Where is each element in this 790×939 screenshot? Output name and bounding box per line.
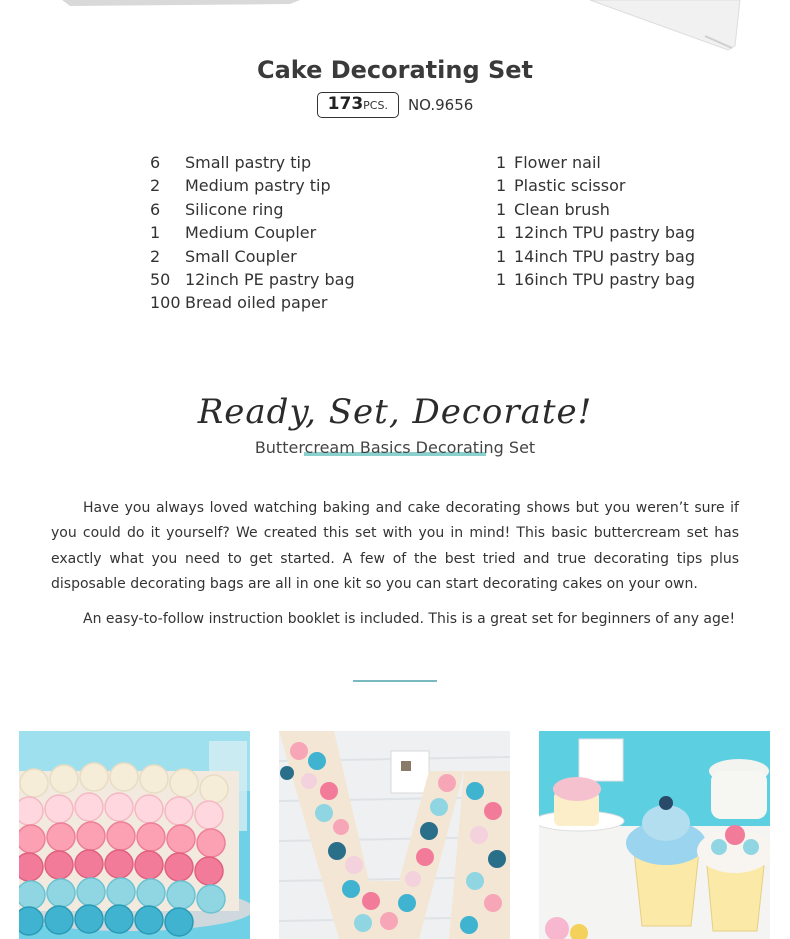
item-qty: 2	[150, 246, 161, 266]
list-item	[150, 245, 355, 268]
description-paragraph: Have you always loved watching baking and cake decorating shows but you weren’t sure if you could do it yourself? We created this set with you in mind! This basic buttercream set has exactly what you need to get started. A few of the best tried and true decorating tips plus disposable decorating bags are all in one kit so you can start decorating cakes on your own.	[51, 500, 739, 592]
piece-count-badge	[317, 92, 399, 118]
list-item	[496, 221, 695, 244]
list-item	[496, 174, 695, 197]
item-qty: 1	[496, 223, 507, 243]
list-item	[496, 245, 695, 268]
item-name: Silicone ring	[185, 199, 284, 219]
item-qty: 1	[496, 176, 507, 196]
booklet-note: An easy-to-follow instruction booklet is included. This is a great set for beginners of any age!	[83, 611, 736, 627]
item-qty: 6	[150, 199, 161, 219]
item-qty: 50	[150, 269, 171, 289]
product-title: Cake Decorating Set	[256, 56, 534, 84]
list-item	[150, 291, 355, 314]
list-item	[150, 198, 355, 221]
item-name: Small pastry tip	[185, 153, 312, 172]
list-item	[496, 198, 695, 221]
item-name: Flower nail	[514, 153, 601, 172]
item-qty: 1	[496, 246, 507, 266]
item-qty: 6	[150, 153, 161, 172]
piece-count-unit: PCS.	[363, 99, 388, 112]
item-name: Medium Coupler	[185, 223, 317, 243]
list-item	[150, 174, 355, 197]
script-heading: Ready, Set, Decorate!	[197, 392, 593, 432]
piece-count: 173	[327, 94, 364, 114]
product-meta	[0, 92, 790, 118]
section-subtitle: Buttercream Basics Decorating Set	[254, 438, 536, 457]
item-qty: 1	[496, 153, 507, 172]
list-item	[496, 151, 695, 174]
item-name: Plastic scissor	[514, 176, 626, 196]
item-qty: 100	[150, 293, 181, 313]
product-image-top	[0, 0, 790, 60]
contents-list-right	[496, 151, 695, 291]
model-number: NO.9656	[407, 96, 474, 114]
item-qty: 1	[496, 269, 507, 289]
item-name: 16inch TPU pastry bag	[514, 269, 696, 289]
item-name: Clean brush	[514, 199, 610, 219]
item-name: 12inch TPU pastry bag	[514, 223, 696, 243]
photo-cupcakes	[539, 731, 770, 939]
item-name: Bread oiled paper	[185, 293, 328, 313]
section-divider	[353, 680, 437, 682]
list-item	[496, 268, 695, 291]
item-name: Small Coupler	[185, 246, 297, 266]
item-qty: 2	[150, 176, 161, 196]
item-name: 12inch PE pastry bag	[185, 269, 355, 289]
item-name: Medium pastry tip	[185, 176, 331, 196]
list-item	[150, 268, 355, 291]
photo-ombre-cake	[19, 731, 250, 939]
item-qty: 1	[496, 199, 507, 219]
item-name: 14inch TPU pastry bag	[514, 246, 696, 266]
list-item	[150, 221, 355, 244]
list-item	[150, 151, 355, 174]
item-qty: 1	[150, 223, 161, 243]
photo-letter-cake	[279, 731, 510, 939]
contents-list-left	[150, 151, 355, 315]
